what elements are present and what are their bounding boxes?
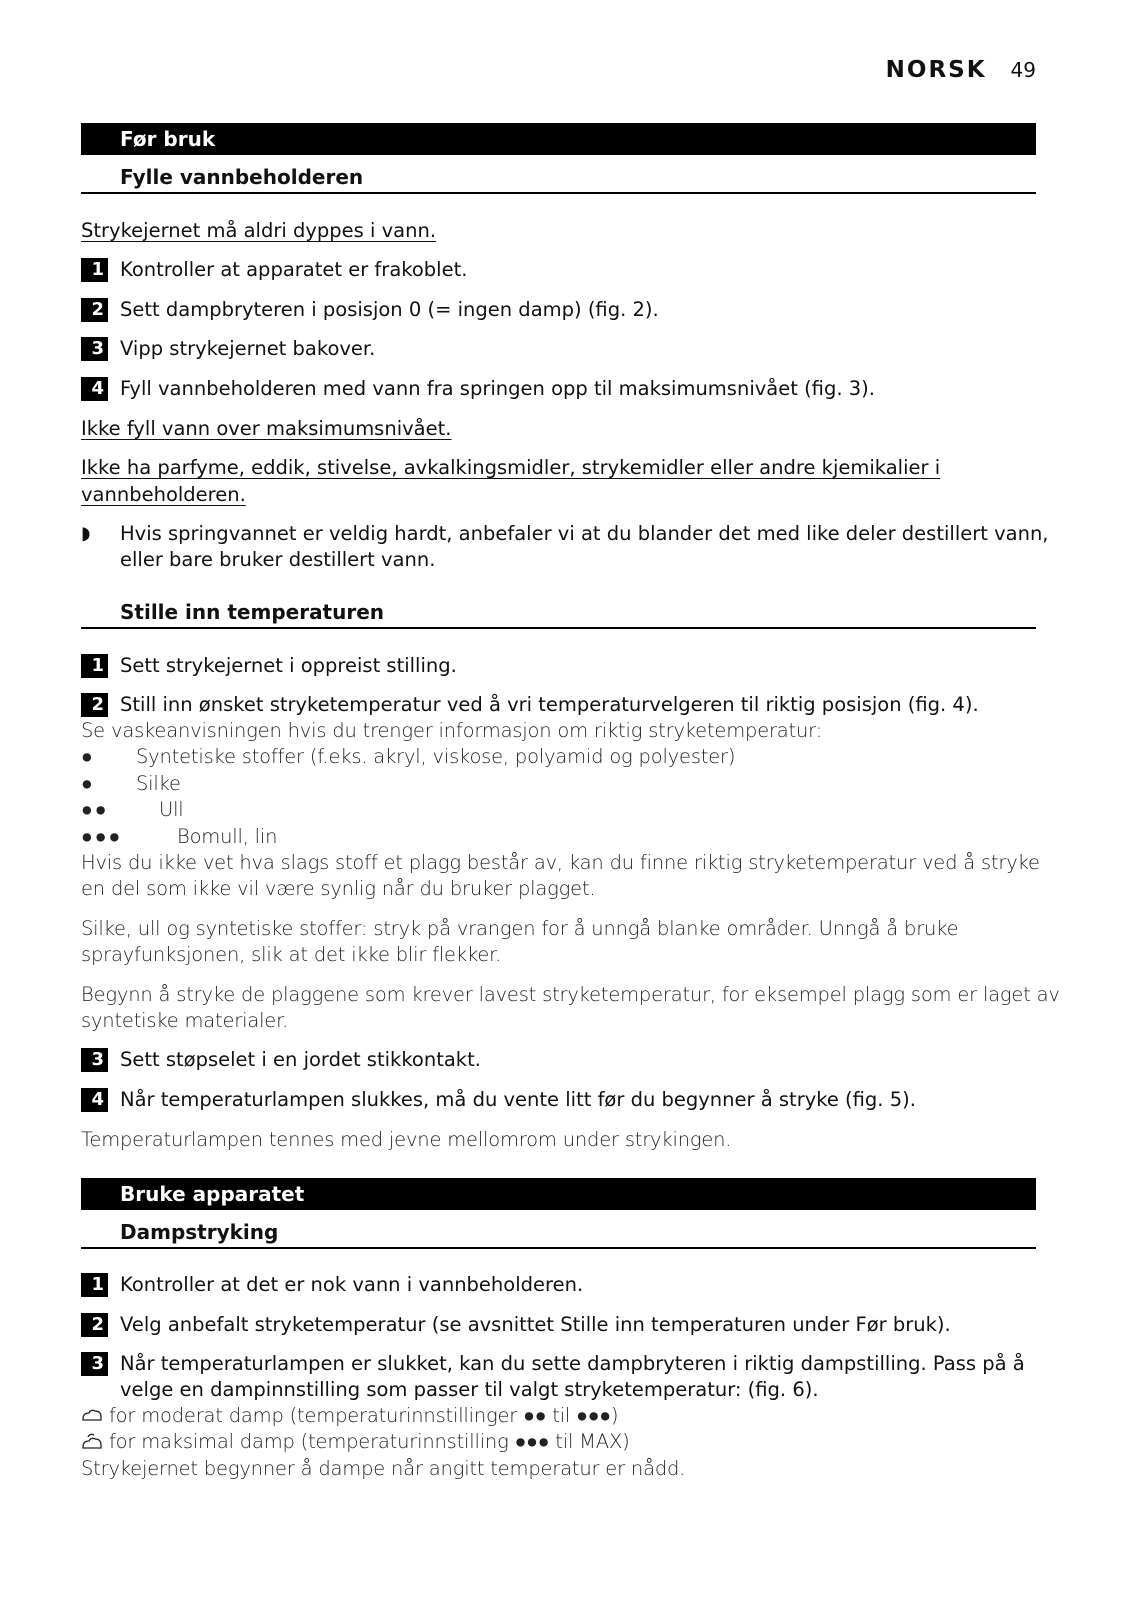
fill-step-3 xyxy=(81,335,375,362)
temperature-dots-icon: ● xyxy=(81,745,95,768)
setting-label: Bomull, lin xyxy=(177,825,278,848)
subhead-fill-tank: Fylle vannbeholderen xyxy=(81,164,1036,194)
step-text: Sett dampbryteren i posisjon 0 (= ingen damp) (fig. 2). xyxy=(120,298,659,321)
section-before-use: Før bruk xyxy=(81,123,1036,155)
moderate-steam-row xyxy=(81,1402,618,1429)
step-text: Sett støpselet i en jordet stikkontakt. xyxy=(120,1048,481,1071)
unknown-fabric-line2: en del som ikke vil være synlig når du bruker plagget. xyxy=(81,877,596,900)
warning-chemicals-line1: Ikke ha parfyme, eddik, stivelse, avkalkingsmidler, strykemidler eller andre kjemikalier i xyxy=(81,456,941,479)
section-using: Bruke apparatet xyxy=(81,1178,1036,1210)
moderate-steam-icon xyxy=(81,1406,103,1424)
steam-step-3-line2: velge en dampinnstilling som passer til valgt stryketemperatur: (fig. 6). xyxy=(120,1378,819,1401)
step-number: 3 xyxy=(81,1352,108,1376)
fill-step-1 xyxy=(81,256,467,283)
step-number: 3 xyxy=(81,337,108,361)
steam-step-3 xyxy=(81,1350,1025,1377)
language-label: NORSK xyxy=(885,57,987,83)
steam-step-2 xyxy=(81,1311,951,1338)
temp-step-4 xyxy=(81,1086,916,1113)
maximal-steam-text: for maksimal damp (temperaturinnstilling ●●● til MAX) xyxy=(109,1430,630,1453)
temp-step-3 xyxy=(81,1046,481,1073)
unknown-fabric-line1: Hvis du ikke vet hva slags stoff et plagg består av, kan du finne riktig stryketemperatur ved å stryke xyxy=(81,851,1040,874)
step-number: 4 xyxy=(81,1088,108,1112)
fill-step-2 xyxy=(81,296,659,323)
step-number: 4 xyxy=(81,377,108,401)
step-text: Kontroller at apparatet er frakoblet. xyxy=(120,258,468,281)
moderate-steam-text: for moderat damp (temperaturinnstillinger ●● til ●●●) xyxy=(109,1404,619,1427)
setting-row xyxy=(81,743,736,770)
arrow-bullet-icon: ◗ xyxy=(81,523,91,544)
temperature-dots-icon: ● xyxy=(81,772,95,795)
setting-row xyxy=(81,796,184,823)
subhead-temperature: Stille inn temperaturen xyxy=(81,599,1036,629)
silk-note-line1: Silke, ull og syntetiske stoffer: stryk på vrangen for å unngå blanke områder. Unngå å bruke xyxy=(81,917,959,940)
step-text: Velg anbefalt stryketemperatur (se avsnittet Stille inn temperaturen under Før bruk). xyxy=(120,1313,951,1336)
info-care-label: Se vaskeanvisningen hvis du trenger informasjon om riktig stryketemperatur: xyxy=(81,719,823,742)
step-number: 1 xyxy=(81,654,108,678)
steam-result-note: Strykejernet begynner å dampe når angitt temperatur er nådd. xyxy=(81,1457,686,1480)
fill-step-4 xyxy=(81,375,875,402)
step-text: Kontroller at det er nok vann i vannbeholderen. xyxy=(120,1273,584,1296)
warning-chemicals-line2: vannbeholderen. xyxy=(81,483,246,506)
step-number: 1 xyxy=(81,258,108,282)
page-number: 49 xyxy=(1010,58,1036,82)
page-header xyxy=(886,57,1036,83)
temperature-dots-icon: ●●● xyxy=(81,825,123,848)
tip-hard-water-line2: eller bare bruker destillert vann. xyxy=(120,548,436,571)
tip-hard-water-line1: Hvis springvannet er veldig hardt, anbefaler vi at du blander det med like deler destillert vann, xyxy=(120,522,1049,545)
step-text: Fyll vannbeholderen med vann fra springen opp til maksimumsnivået (fig. 3). xyxy=(120,377,875,400)
step-number: 2 xyxy=(81,1313,108,1337)
step-text: Vipp strykejernet bakover. xyxy=(120,337,376,360)
setting-label: Ull xyxy=(159,798,184,821)
warning-no-immerse: Strykejernet må aldri dyppes i vann. xyxy=(81,219,437,242)
lamp-note: Temperaturlampen tennes med jevne mellomrom under strykingen. xyxy=(81,1128,732,1151)
warning-max-level: Ikke fyll vann over maksimumsnivået. xyxy=(81,417,452,440)
step-number: 1 xyxy=(81,1273,108,1297)
step-number: 2 xyxy=(81,298,108,322)
subhead-steam-ironing: Dampstryking xyxy=(81,1219,1036,1249)
maximal-steam-icon xyxy=(81,1432,103,1450)
maximal-steam-row xyxy=(81,1428,630,1455)
silk-note-line2: sprayfunksjonen, slik at det ikke blir flekker. xyxy=(81,943,502,966)
setting-label: Silke xyxy=(136,772,181,795)
step-text: Når temperaturlampen slukkes, må du vente litt før du begynner å stryke (fig. 5). xyxy=(120,1088,916,1111)
setting-label: Syntetiske stoffer (f.eks. akryl, viskose, polyamid og polyester) xyxy=(136,745,736,768)
steam-step-1 xyxy=(81,1271,583,1298)
begin-note-line1: Begynn å stryke de plaggene som krever lavest stryketemperatur, for eksempel plagg som er laget av xyxy=(81,983,1060,1006)
setting-row xyxy=(81,823,278,850)
step-text: Still inn ønsket stryketemperatur ved å vri temperaturvelgeren til riktig posisjon (fig. 4). xyxy=(120,693,979,716)
temp-step-1 xyxy=(81,652,457,679)
step-text: Sett strykejernet i oppreist stilling. xyxy=(120,654,457,677)
setting-row xyxy=(81,770,181,797)
step-number: 3 xyxy=(81,1048,108,1072)
step-text: Når temperaturlampen er slukket, kan du sette dampbryteren i riktig dampstilling. Pass på å xyxy=(120,1352,1025,1375)
begin-note-line2: syntetiske materialer. xyxy=(81,1009,289,1032)
temperature-dots-icon: ●● xyxy=(81,798,109,821)
temp-step-2 xyxy=(81,691,979,718)
step-number: 2 xyxy=(81,693,108,717)
